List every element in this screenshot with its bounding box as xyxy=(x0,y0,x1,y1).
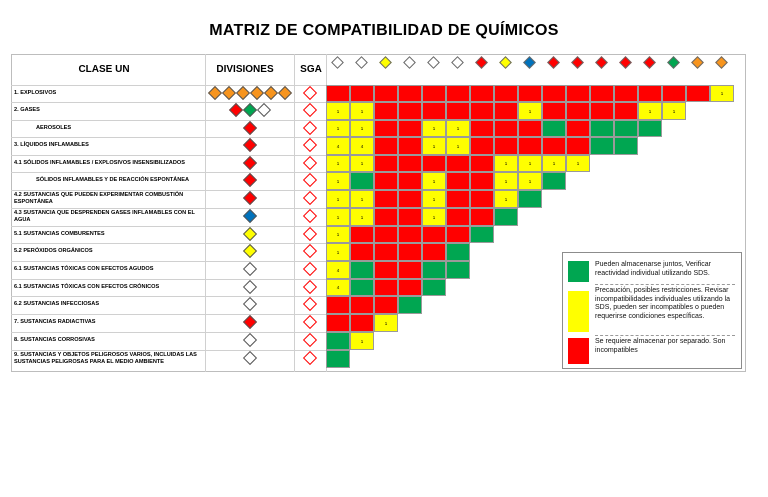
matrix-cell: 1 xyxy=(542,155,566,172)
matrix-cell xyxy=(326,314,350,332)
row-label: 4.1 SÓLIDOS INFLAMABLES / EXPLOSIVOS INSENSIBILIZADOS xyxy=(14,160,185,166)
matrix-cell xyxy=(494,208,518,226)
matrix-cell xyxy=(374,296,398,314)
matrix-cell xyxy=(398,261,422,279)
matrix-cell xyxy=(470,155,494,172)
row-label: 3. LÍQUIDOS INFLAMABLES xyxy=(14,142,89,148)
matrix-cell: 1 xyxy=(494,190,518,208)
matrix-cell: 1 xyxy=(350,332,374,350)
matrix-cell: 1 xyxy=(350,155,374,172)
matrix-cell xyxy=(614,120,638,137)
row-label: 4.3 SUSTANCIA QUE DESPRENDEN GASES INFLAMABLES CON EL AGUA xyxy=(14,210,195,223)
matrix-cell xyxy=(350,85,374,102)
row-label: 6.1 SUSTANCIAS TÓXICAS CON EFECTOS CRÓNICOS xyxy=(14,284,160,290)
matrix-cell xyxy=(566,137,590,155)
matrix-cell xyxy=(542,120,566,137)
matrix-cell: 1 xyxy=(422,208,446,226)
matrix-cell xyxy=(350,296,374,314)
matrix-cell: 1 xyxy=(518,102,542,120)
matrix-cell xyxy=(422,243,446,261)
matrix-cell xyxy=(566,102,590,120)
matrix-cell: 1 xyxy=(326,243,350,261)
matrix-cell: 4 xyxy=(326,261,350,279)
matrix-cell xyxy=(350,243,374,261)
matrix-cell: 1 xyxy=(326,226,350,243)
matrix-cell xyxy=(398,190,422,208)
matrix-cell xyxy=(638,120,662,137)
matrix-cell: 1 xyxy=(422,172,446,190)
matrix-cell xyxy=(374,85,398,102)
matrix-cell xyxy=(350,226,374,243)
matrix-cell xyxy=(542,172,566,190)
matrix-cell: 1 xyxy=(326,155,350,172)
matrix-cell xyxy=(446,226,470,243)
row-divider xyxy=(11,85,326,86)
matrix-cell xyxy=(398,279,422,296)
row-label: 7. SUSTANCIAS RADIACTIVAS xyxy=(14,319,96,325)
matrix-cell xyxy=(398,243,422,261)
matrix-cell xyxy=(350,279,374,296)
matrix-cell xyxy=(374,279,398,296)
matrix-cell xyxy=(542,102,566,120)
matrix-cell xyxy=(494,85,518,102)
matrix-cell xyxy=(614,85,638,102)
matrix-cell xyxy=(590,102,614,120)
matrix-cell xyxy=(326,350,350,368)
row-divider xyxy=(11,314,326,315)
matrix-cell: 1 xyxy=(422,137,446,155)
matrix-cell: 1 xyxy=(422,190,446,208)
matrix-cell xyxy=(518,137,542,155)
matrix-cell xyxy=(374,120,398,137)
matrix-cell: 1 xyxy=(326,120,350,137)
row-divider xyxy=(11,208,326,209)
matrix-cell: 1 xyxy=(710,85,734,102)
matrix-cell xyxy=(326,296,350,314)
row-label: 9. SUSTANCIAS Y OBJETOS PELIGROSOS VARIOS, INCLUIDAS LAS SUSTANCIAS PELIGROSAS PARA EL MEDIO AMBIENTE xyxy=(14,352,197,365)
matrix-cell xyxy=(374,137,398,155)
row-divider xyxy=(11,226,326,227)
header-sga: SGA xyxy=(300,64,322,75)
matrix-cell xyxy=(470,190,494,208)
matrix-cell: 4 xyxy=(350,137,374,155)
matrix-cell: 1 xyxy=(494,172,518,190)
row-divider xyxy=(11,155,326,156)
matrix-cell xyxy=(470,85,494,102)
matrix-cell xyxy=(566,120,590,137)
row-divider xyxy=(11,296,326,297)
matrix-cell xyxy=(374,172,398,190)
row-divider xyxy=(11,279,326,280)
matrix-cell: 1 xyxy=(326,190,350,208)
matrix-cell xyxy=(470,208,494,226)
row-label: 6.2 SUSTANCIAS INFECCIOSAS xyxy=(14,301,100,307)
matrix-cell xyxy=(446,208,470,226)
matrix-cell xyxy=(614,137,638,155)
matrix-cell xyxy=(398,137,422,155)
matrix-cell: 1 xyxy=(662,102,686,120)
row-divider xyxy=(11,243,326,244)
matrix-cell xyxy=(374,226,398,243)
matrix-cell xyxy=(398,208,422,226)
matrix-cell xyxy=(590,120,614,137)
matrix-cell xyxy=(422,85,446,102)
matrix-cell xyxy=(494,102,518,120)
row-label: 2. GASES xyxy=(14,107,40,113)
row-label: 5.2 PERÓXIDOS ORGÁNICOS xyxy=(14,248,93,254)
matrix-cell xyxy=(518,120,542,137)
matrix-cell: 1 xyxy=(350,102,374,120)
matrix-cell xyxy=(398,155,422,172)
matrix-cell xyxy=(398,102,422,120)
matrix-cell xyxy=(518,190,542,208)
matrix-cell xyxy=(398,120,422,137)
matrix-cell xyxy=(374,190,398,208)
legend-text-green: Pueden almacenarse juntos, Verificar reactividad individual utilizando SDS. xyxy=(595,261,711,277)
row-label: 8. SUSTANCIAS CORROSIVAS xyxy=(14,337,95,343)
legend-text-red: Se requiere almacenar por separado. Son incompatibles xyxy=(595,338,726,354)
legend xyxy=(562,252,742,369)
row-label: 4.2 SUSTANCIAS QUE PUEDEN EXPERIMENTAR COMBUSTIÓN ESPONTÁNEA xyxy=(14,192,184,205)
matrix-cell xyxy=(374,208,398,226)
matrix-cell xyxy=(398,172,422,190)
matrix-cell: 1 xyxy=(638,102,662,120)
matrix-cell xyxy=(662,85,686,102)
matrix-cell xyxy=(422,226,446,243)
matrix-cell xyxy=(374,243,398,261)
header-clase-un: CLASE UN xyxy=(78,64,130,75)
matrix-cell: 1 xyxy=(446,137,470,155)
matrix-cell xyxy=(422,261,446,279)
page-title: MATRIZ DE COMPATIBILIDAD DE QUÍMICOS xyxy=(209,22,559,39)
matrix-cell: 1 xyxy=(350,208,374,226)
matrix-cell xyxy=(470,226,494,243)
matrix-cell: 1 xyxy=(446,120,470,137)
matrix-cell xyxy=(350,172,374,190)
matrix-cell xyxy=(446,155,470,172)
matrix-cell xyxy=(686,85,710,102)
matrix-cell xyxy=(542,137,566,155)
matrix-cell xyxy=(326,332,350,350)
legend-text-yellow: Precaución, posibles restricciones. Revisar incompatibilidades individuales utilizando la SDS, pueden ser incompatibles o pueden requerirse condiciones específicas. xyxy=(595,287,731,320)
matrix-cell xyxy=(470,120,494,137)
matrix-cell xyxy=(494,137,518,155)
matrix-cell xyxy=(614,102,638,120)
row-label: SÓLIDOS INFLAMABLES Y DE REACCIÓN ESPONTÁNEA xyxy=(36,177,190,183)
matrix-cell xyxy=(398,296,422,314)
matrix-cell xyxy=(422,102,446,120)
row-label: 5.1 SUSTANCIAS COMBURENTES xyxy=(14,231,105,237)
matrix-cell xyxy=(590,137,614,155)
matrix-cell xyxy=(326,85,350,102)
matrix-cell: 1 xyxy=(326,208,350,226)
row-divider xyxy=(11,350,326,351)
matrix-cell xyxy=(638,85,662,102)
legend-swatch-red xyxy=(568,338,589,364)
row-label: 1. EXPLOSIVOS xyxy=(14,90,57,96)
matrix-cell xyxy=(446,172,470,190)
matrix-cell: 1 xyxy=(326,172,350,190)
row-divider xyxy=(11,190,326,191)
legend-separator xyxy=(595,284,735,285)
row-divider xyxy=(11,102,326,103)
matrix-cell xyxy=(566,85,590,102)
matrix-cell xyxy=(542,85,566,102)
legend-swatch-yellow xyxy=(568,291,589,332)
row-divider xyxy=(11,137,326,138)
matrix-cell xyxy=(590,85,614,102)
row-divider xyxy=(11,172,326,173)
matrix-cell xyxy=(470,172,494,190)
header-divisiones: DIVISIONES xyxy=(216,64,274,75)
matrix-cell xyxy=(422,155,446,172)
matrix-cell xyxy=(470,137,494,155)
matrix-cell: 1 xyxy=(350,120,374,137)
row-label: 6.1 SUSTANCIAS TÓXICAS CON EFECTOS AGUDOS xyxy=(14,266,154,272)
matrix-cell: 1 xyxy=(518,155,542,172)
matrix-cell: 1 xyxy=(494,155,518,172)
matrix-cell xyxy=(374,102,398,120)
matrix-cell: 4 xyxy=(326,137,350,155)
matrix-cell: 1 xyxy=(374,314,398,332)
matrix-cell xyxy=(398,226,422,243)
matrix-cell xyxy=(446,261,470,279)
matrix-cell: 4 xyxy=(326,279,350,296)
matrix-cell xyxy=(446,102,470,120)
row-divider xyxy=(11,332,326,333)
row-label: AEROSOLES xyxy=(36,125,72,131)
matrix-cell xyxy=(398,85,422,102)
matrix-cell xyxy=(422,279,446,296)
matrix-cell xyxy=(374,155,398,172)
matrix-cell xyxy=(350,314,374,332)
matrix-cell xyxy=(470,102,494,120)
matrix-cell xyxy=(446,85,470,102)
matrix-cell xyxy=(374,261,398,279)
matrix-cell xyxy=(494,120,518,137)
matrix-cell xyxy=(350,261,374,279)
matrix-cell: 1 xyxy=(350,190,374,208)
matrix-cell xyxy=(446,243,470,261)
matrix-cell: 1 xyxy=(422,120,446,137)
matrix-cell: 1 xyxy=(566,155,590,172)
legend-swatch-green xyxy=(568,261,589,282)
matrix-cell: 1 xyxy=(518,172,542,190)
matrix-cell xyxy=(446,190,470,208)
row-divider xyxy=(11,120,326,121)
row-divider xyxy=(11,261,326,262)
legend-separator xyxy=(595,335,735,336)
matrix-cell xyxy=(518,85,542,102)
matrix-cell: 1 xyxy=(326,102,350,120)
